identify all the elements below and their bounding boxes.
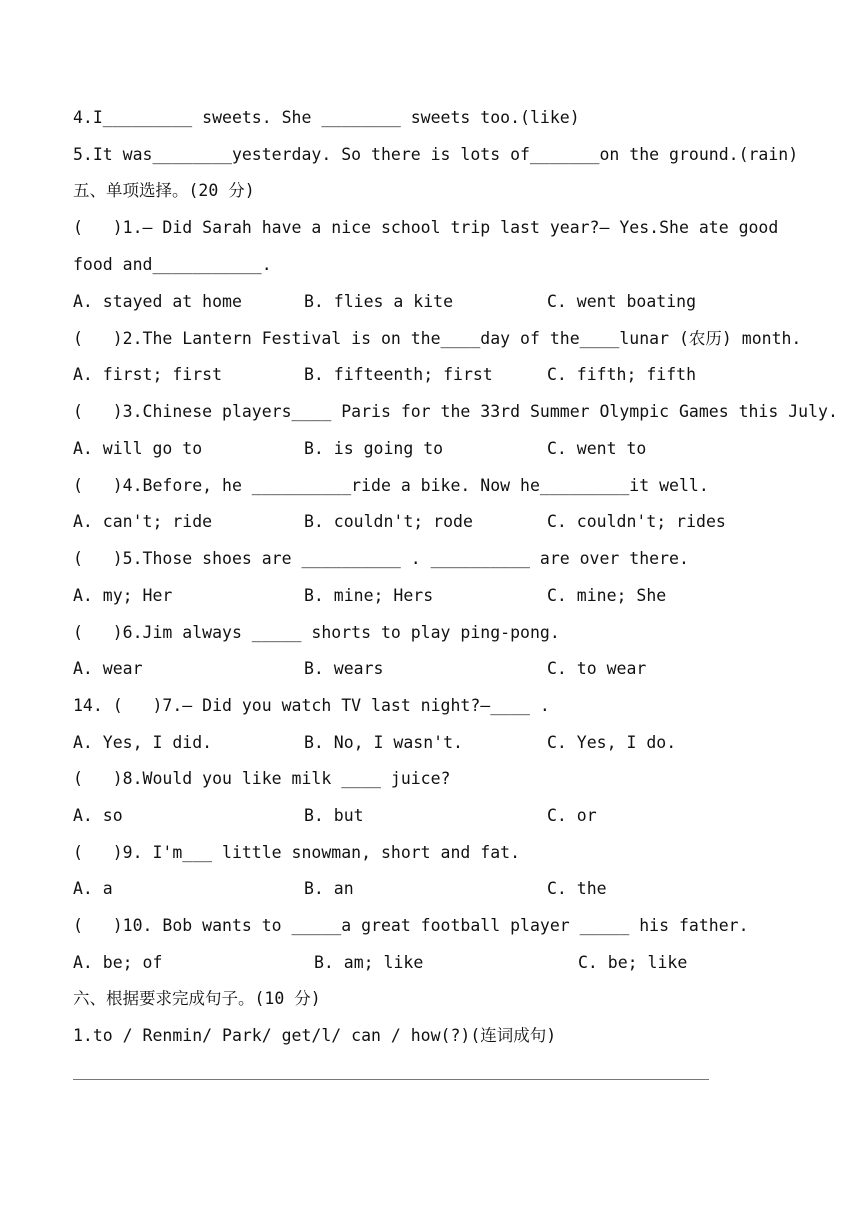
section-5-heading: 五、单项选择。(20 分) xyxy=(73,181,255,200)
option-c: C. or xyxy=(547,806,597,825)
question-3-stem: ( )3.Chinese players____ Paris for the 33rd Summer Olympic Games this July. xyxy=(73,402,838,421)
option-a: A. Yes, I did. xyxy=(73,733,213,752)
question-1-stem-continued: food and___________. xyxy=(73,255,272,274)
option-b: B. mine; Hers xyxy=(304,586,434,605)
option-b: B. an xyxy=(304,879,354,898)
option-a: A. stayed at home xyxy=(73,292,242,311)
question-6-stem: ( )6.Jim always _____ shorts to play ping-pong. xyxy=(73,623,560,642)
fill-in-question-4: 4.I_________ sweets. She ________ sweets too.(like) xyxy=(73,108,580,127)
option-a: A. wear xyxy=(73,659,143,678)
option-b: B. fifteenth; first xyxy=(304,365,493,384)
option-a: A. my; Her xyxy=(73,586,173,605)
question-9-stem: ( )9. I'm___ little snowman, short and fat. xyxy=(73,843,521,862)
section-6-heading: 六、根据要求完成句子。(10 分) xyxy=(73,989,321,1008)
section-6-item-1: 1.to / Renmin/ Park/ get/l/ can / how(?)(连词成句) xyxy=(73,1026,557,1045)
question-4-stem: ( )4.Before, he __________ride a bike. Now he_________it well. xyxy=(73,476,709,495)
option-c: C. the xyxy=(547,879,607,898)
option-a: A. can't; ride xyxy=(73,512,213,531)
answer-line xyxy=(73,1079,709,1080)
option-a: A. first; first xyxy=(73,365,223,384)
option-b: B. wears xyxy=(304,659,384,678)
option-c: C. went to xyxy=(547,439,647,458)
fill-in-question-5: 5.It was________yesterday. So there is lots of_______on the ground.(rain) xyxy=(73,145,799,164)
option-c: C. be; like xyxy=(578,953,688,972)
option-a: A. a xyxy=(73,879,113,898)
option-b: B. but xyxy=(304,806,364,825)
option-c: C. couldn't; rides xyxy=(547,512,726,531)
question-2-stem: ( )2.The Lantern Festival is on the____day of the____lunar (农历) month. xyxy=(73,329,802,348)
question-7-stem: 14. ( )7.— Did you watch TV last night?—____ . xyxy=(73,696,550,715)
question-1-stem: ( )1.— Did Sarah have a nice school trip last year?— Yes.She ate good xyxy=(73,218,779,237)
option-c: C. fifth; fifth xyxy=(547,365,697,384)
option-c: C. went boating xyxy=(547,292,697,311)
option-b: B. No, I wasn't. xyxy=(304,733,463,752)
question-8-stem: ( )8.Would you like milk ____ juice? xyxy=(73,769,451,788)
option-c: C. mine; She xyxy=(547,586,667,605)
option-a: A. be; of xyxy=(73,953,163,972)
question-5-stem: ( )5.Those shoes are __________ . __________ are over there. xyxy=(73,549,689,568)
option-b: B. am; like xyxy=(314,953,424,972)
option-b: B. is going to xyxy=(304,439,444,458)
question-10-stem: ( )10. Bob wants to _____a great football player _____ his father. xyxy=(73,916,749,935)
option-b: B. flies a kite xyxy=(304,292,454,311)
option-a: A. so xyxy=(73,806,123,825)
option-a: A. will go to xyxy=(73,439,203,458)
option-c: C. to wear xyxy=(547,659,647,678)
option-c: C. Yes, I do. xyxy=(547,733,677,752)
option-b: B. couldn't; rode xyxy=(304,512,473,531)
